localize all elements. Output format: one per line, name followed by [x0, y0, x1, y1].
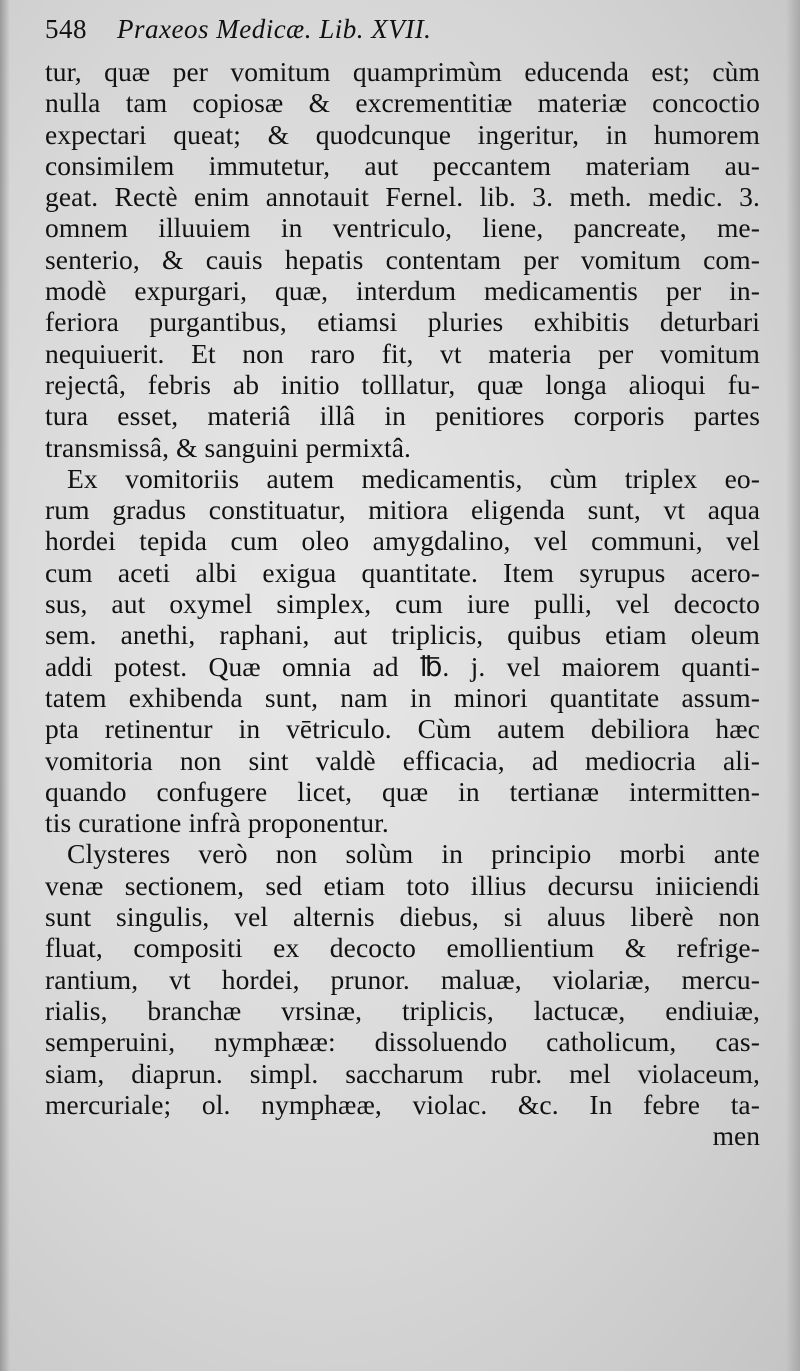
text-line: venæ sectionem, sed etiam toto illius decursu iniiciendi: [45, 869, 760, 901]
text-line: sunt singulis, vel alternis diebus, si aluus liberè non: [45, 901, 760, 933]
text-line: mercuriale; ol. nymphææ, violac. &c. In febre ta-: [45, 1088, 760, 1120]
text-line: sus, aut oxymel simplex, cum iure pulli, vel decocto: [45, 588, 760, 620]
text-line: fluat, compositi ex decocto emollientium & refrige-: [45, 932, 760, 964]
body-text: [45, 56, 760, 1120]
text-line: consimilem immutetur, aut peccantem materiam au-: [45, 149, 760, 181]
text-line: sem. anethi, raphani, aut triplicis, quibus etiam oleum: [45, 619, 760, 651]
text-line: nequiuerit. Et non raro fit, vt materia per vomitum: [45, 337, 760, 369]
text-line: rejectâ, febris ab initio tolllatur, quæ longa alioqui fu-: [45, 368, 760, 400]
text-line: tura esset, materiâ illâ in penitiores corporis partes: [45, 400, 760, 432]
text-line: omnem illuuiem in ventriculo, liene, pancreate, me-: [45, 212, 760, 244]
text-line: cum aceti albi exigua quantitate. Item syrupus acero-: [45, 556, 760, 588]
text-line: modè expurgari, quæ, interdum medicamentis per in-: [45, 275, 760, 307]
text-line: Clysteres verò non solùm in principio morbi ante: [67, 838, 760, 870]
text-line: tatem exhibenda sunt, nam in minori quantitate assum-: [45, 681, 760, 713]
text-line: rialis, branchæ vrsinæ, triplicis, lactucæ, endiuiæ,: [45, 994, 760, 1026]
text-line: siam, diaprun. simpl. saccharum rubr. mel violaceum,: [45, 1057, 760, 1089]
text-line: rantium, vt hordei, prunor. maluæ, violariæ, mercu-: [45, 963, 760, 995]
text-line: quando confugere licet, quæ in tertianæ intermitten-: [45, 775, 760, 807]
text-line: geat. Rectè enim annotauit Fernel. lib. 3. meth. medic. 3.: [45, 181, 760, 213]
text-line: semperuini, nymphææ: dissoluendo catholicum, cas-: [45, 1026, 760, 1058]
text-line: feriora purgantibus, etiamsi pluries exhibitis deturbari: [45, 306, 760, 338]
text-line: Ex vomitoriis autem medicamentis, cùm triplex eo-: [67, 462, 760, 494]
text-line: senterio, & cauis hepatis contentam per vomitum com-: [45, 243, 760, 275]
text-line: vomitoria non sint valdè efficacia, ad mediocria ali-: [45, 744, 760, 776]
text-line: hordei tepida cum oleo amygdalino, vel communi, vel: [45, 525, 760, 557]
running-title: Praxeos Medicæ. Lib. XVII.: [117, 14, 432, 44]
text-line: rum gradus constituatur, mitiora eligenda sunt, vt aqua: [45, 494, 760, 526]
text-line: transmissâ, & sanguini permixtâ.: [45, 431, 411, 463]
text-line: addi potest. Quæ omnia ad ℔. j. vel maiorem quanti-: [45, 650, 760, 682]
page-number: 548: [45, 14, 87, 44]
text-line: nulla tam copiosæ & excrementitiæ materiæ concoctio: [45, 87, 760, 119]
text-line: pta retinentur in vētriculo. Cùm autem debiliora hæc: [45, 713, 760, 745]
catchword: men: [712, 1120, 760, 1152]
text-line: expectari queat; & quodcunque ingeritur, in humorem: [45, 118, 760, 150]
text-line: tur, quæ per vomitum quamprimùm educenda est; cùm: [45, 56, 760, 87]
page-header: [45, 14, 760, 56]
text-line: tis curatione infrà proponentur.: [45, 807, 389, 839]
